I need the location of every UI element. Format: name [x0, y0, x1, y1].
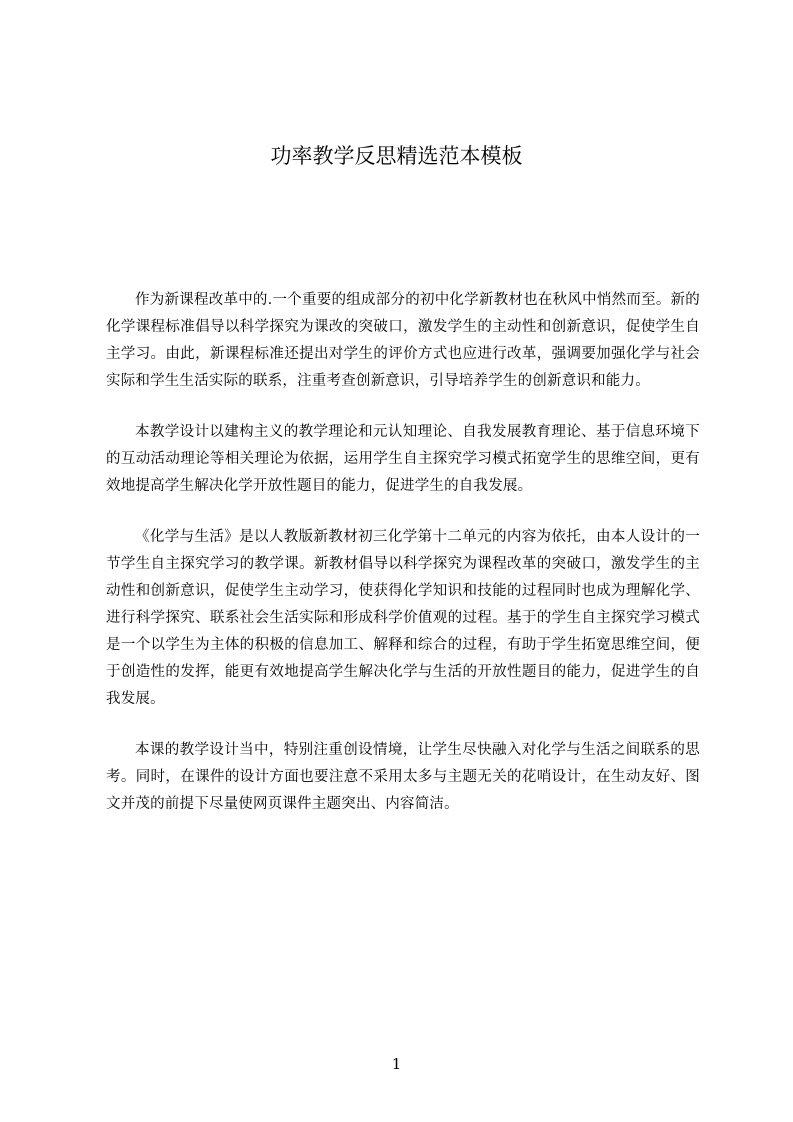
document-body	[106, 287, 700, 842]
page-number: 1	[391, 1055, 402, 1073]
paragraph-3: 《化学与生活》是以人教版新教材初三化学第十二单元的内容为依托，由本人设计的一节学生自主探究学习的教学课。新教材倡导以科学探究为课程改革的突破口，激发学生的主动性和创新意识，促使学生主动学习，使获得化学知识和技能的过程同时也成为理解化学、进行科学探究、联系社会生活实际和形成科学价值观的过程。基于的学生自主探究学习模式是一个以学生为主体的积极的信息加工、解释和综合的过程，有助于学生拓宽思维空间，便于创造性的发挥，能更有效地提高学生解决化学与生活的开放性题目的能力，促进学生的自我发展。	[106, 529, 700, 707]
paragraph-2: 本教学设计以建构主义的教学理论和元认知理论、自我发展教育理论、基于信息环境下的互动活动理论等相关理论为依据，运用学生自主探究学习模式拓宽学生的思维空间，更有效地提高学生解决化学开放性题目的能力，促进学生的自我发展。	[106, 424, 700, 494]
paragraph-1: 作为新课程改革中的.一个重要的组成部分的初中化学新教材也在秋风中悄然而至。新的化学课程标准倡导以科学探究为课改的突破口，激发学生的主动性和创新意识，促使学生自主学习。由此，新课程标准还提出对学生的评价方式也应进行改革，强调要加强化学与社会实际和学生生活实际的联系，注重考查创新意识，引导培养学生的创新意识和能力。	[106, 292, 700, 389]
document-title: 功率教学反思精选范本模板	[270, 144, 523, 168]
paragraph-4: 本课的教学设计当中，特别注重创设情境，让学生尽快融入对化学与生活之间联系的思考。同时，在课件的设计方面也要注意不采用太多与主题无关的花哨设计，在生动友好、图文并茂的前提下尽量使网页课件主题突出、内容简洁。	[106, 742, 700, 812]
